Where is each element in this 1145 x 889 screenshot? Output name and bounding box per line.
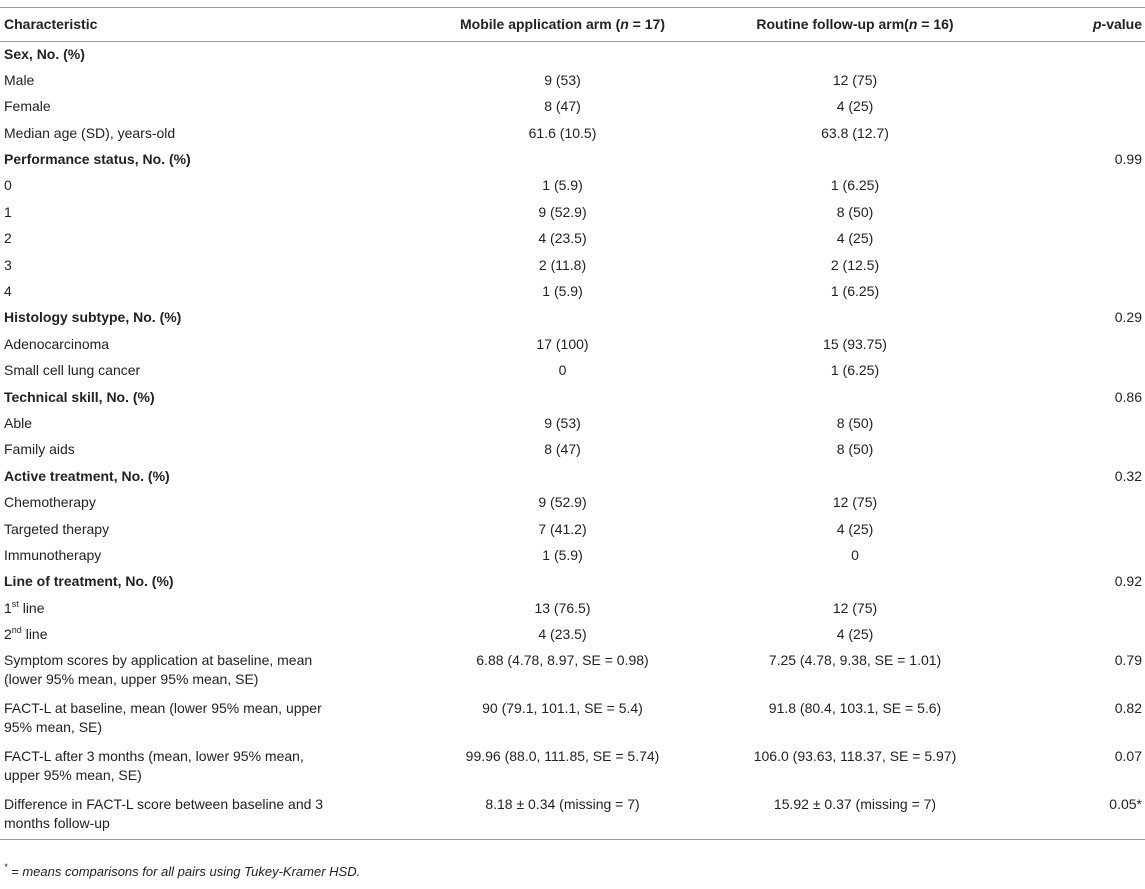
routine-value: 1 (6.25) bbox=[830, 362, 880, 379]
mobile-value: 9 (53) bbox=[544, 414, 581, 431]
p-value bbox=[1010, 543, 1145, 569]
p-value: 0.82 bbox=[1114, 700, 1142, 717]
mobile-value: 8 (47) bbox=[544, 98, 581, 115]
table-row bbox=[0, 68, 1145, 94]
routine-value: 4 (25) bbox=[836, 98, 874, 115]
section-row-active-treatment bbox=[0, 464, 1145, 490]
row-label: Female bbox=[4, 98, 51, 115]
row-label: 2nd line bbox=[4, 625, 48, 643]
routine-value: 8 (50) bbox=[836, 441, 874, 458]
p-value bbox=[1010, 358, 1145, 384]
section-row-performance bbox=[0, 147, 1145, 173]
table-row bbox=[0, 411, 1145, 437]
mobile-value: 8 (47) bbox=[544, 441, 581, 458]
mobile-value: 90 (79.1, 101.1, SE = 5.4) bbox=[482, 700, 643, 717]
p-value: 0.32 bbox=[1114, 467, 1142, 484]
routine-value: 91.8 (80.4, 103.1, SE = 5.6) bbox=[768, 700, 942, 717]
routine-value: 12 (75) bbox=[832, 599, 878, 616]
p-value bbox=[1010, 94, 1145, 120]
row-label: 1st line bbox=[4, 598, 45, 616]
header-p-value: p-value bbox=[1010, 8, 1145, 42]
routine-value: 15.92 ± 0.37 (missing = 7) bbox=[700, 792, 1010, 840]
table-row bbox=[0, 437, 1145, 463]
table-row bbox=[0, 543, 1145, 569]
p-value bbox=[1010, 279, 1145, 305]
row-label: Able bbox=[4, 414, 33, 431]
routine-value: 4 (25) bbox=[836, 230, 874, 247]
routine-value: 8 (50) bbox=[836, 414, 874, 431]
row-label: FACT-L at baseline, mean (lower 95% mean, upper 95% mean, SE) bbox=[4, 700, 322, 736]
mobile-value: 8.18 ± 0.34 (missing = 7) bbox=[425, 792, 700, 840]
p-value: 0.79 bbox=[1114, 652, 1142, 669]
table-row bbox=[0, 596, 1145, 622]
row-label: Median age (SD), years-old bbox=[4, 124, 176, 141]
p-value bbox=[1010, 42, 1145, 68]
row-label: Immunotherapy bbox=[4, 546, 102, 563]
row-label: Line of treatment, No. (%) bbox=[4, 573, 174, 590]
row-label: Sex, No. (%) bbox=[4, 46, 85, 62]
mobile-value bbox=[425, 385, 700, 411]
routine-value: 1 (6.25) bbox=[830, 177, 880, 194]
row-label: Technical skill, No. (%) bbox=[4, 388, 155, 405]
table-row bbox=[0, 173, 1145, 199]
routine-value: 1 (6.25) bbox=[830, 283, 880, 300]
header-mobile-arm: Mobile application arm (n = 17) bbox=[425, 8, 700, 42]
p-value: 0.99 bbox=[1114, 151, 1142, 168]
section-row-line-of-treatment bbox=[0, 569, 1145, 595]
mobile-value bbox=[425, 305, 700, 331]
row-label: FACT-L after 3 months (mean, lower 95% mean, upper 95% mean, SE) bbox=[4, 748, 304, 784]
routine-value: 4 (25) bbox=[836, 520, 874, 537]
p-value bbox=[1010, 226, 1145, 252]
mobile-value: 4 (23.5) bbox=[538, 230, 587, 247]
routine-value: 4 (25) bbox=[836, 626, 874, 643]
table-row bbox=[0, 744, 1145, 792]
table-row bbox=[0, 622, 1145, 648]
mobile-value: 0 bbox=[558, 362, 567, 379]
p-value: 0.92 bbox=[1114, 573, 1142, 590]
routine-value: 12 (75) bbox=[832, 494, 878, 511]
row-label: Active treatment, No. (%) bbox=[4, 467, 170, 484]
routine-value: 15 (93.75) bbox=[823, 335, 887, 352]
table-row bbox=[0, 490, 1145, 516]
row-label: 2 bbox=[4, 230, 12, 247]
p-value bbox=[1010, 200, 1145, 226]
routine-value bbox=[700, 385, 1010, 411]
table-row bbox=[0, 121, 1145, 147]
header-row bbox=[0, 8, 1145, 42]
row-label: 0 bbox=[4, 177, 12, 194]
table-row bbox=[0, 226, 1145, 252]
table-row bbox=[0, 94, 1145, 120]
row-label: Targeted therapy bbox=[4, 520, 110, 537]
header-characteristic: Characteristic bbox=[0, 8, 425, 42]
table-row bbox=[0, 696, 1145, 744]
mobile-value bbox=[425, 569, 700, 595]
routine-value: 63.8 (12.7) bbox=[821, 124, 889, 141]
row-label: Male bbox=[4, 71, 35, 88]
table-row bbox=[0, 253, 1145, 279]
mobile-value: 4 (23.5) bbox=[538, 626, 587, 643]
mobile-value bbox=[425, 42, 700, 68]
p-value bbox=[1010, 253, 1145, 279]
mobile-value: 1 (5.9) bbox=[542, 283, 583, 300]
section-row-technical-skill bbox=[0, 385, 1145, 411]
routine-value bbox=[700, 147, 1010, 173]
table-row bbox=[0, 200, 1145, 226]
table-row bbox=[0, 332, 1145, 358]
mobile-value bbox=[425, 147, 700, 173]
p-value: 0.29 bbox=[1114, 309, 1142, 326]
routine-value: 106.0 (93.63, 118.37, SE = 5.97) bbox=[753, 748, 957, 765]
table-row bbox=[0, 648, 1145, 696]
mobile-value bbox=[425, 464, 700, 490]
mobile-value: 1 (5.9) bbox=[542, 546, 583, 563]
routine-value: 12 (75) bbox=[832, 71, 878, 88]
row-label: 3 bbox=[4, 256, 12, 273]
table-row bbox=[0, 358, 1145, 384]
routine-value bbox=[700, 569, 1010, 595]
row-label: Difference in FACT-L score between baseline and 3 months follow-up bbox=[0, 792, 425, 840]
mobile-value: 6.88 (4.78, 8.97, SE = 0.98) bbox=[476, 652, 649, 669]
mobile-value: 1 (5.9) bbox=[542, 177, 583, 194]
routine-value bbox=[700, 305, 1010, 331]
routine-value bbox=[700, 42, 1010, 68]
routine-value: 2 (12.5) bbox=[830, 256, 880, 273]
routine-value: 8 (50) bbox=[836, 203, 874, 220]
row-label: Histology subtype, No. (%) bbox=[4, 309, 182, 326]
header-routine-arm: Routine follow-up arm(n = 16) bbox=[700, 8, 1010, 42]
mobile-value: 9 (52.9) bbox=[538, 494, 587, 511]
table-row bbox=[0, 517, 1145, 543]
row-label: 4 bbox=[4, 283, 12, 300]
mobile-value: 9 (53) bbox=[544, 71, 581, 88]
p-value bbox=[1010, 517, 1145, 543]
p-value bbox=[1010, 437, 1145, 463]
routine-value: 0 bbox=[851, 546, 859, 563]
row-label: Symptom scores by application at baseline, mean (lower 95% mean, upper 95% mean, SE) bbox=[4, 652, 313, 688]
row-label: Small cell lung cancer bbox=[4, 362, 141, 379]
row-label: Chemotherapy bbox=[4, 494, 96, 511]
section-row-sex bbox=[0, 42, 1145, 68]
p-value bbox=[1010, 622, 1145, 648]
p-value bbox=[1010, 68, 1145, 94]
p-value bbox=[1010, 490, 1145, 516]
mobile-value: 9 (52.9) bbox=[538, 203, 587, 220]
routine-value: 7.25 (4.78, 9.38, SE = 1.01) bbox=[768, 652, 942, 669]
row-label: 1 bbox=[4, 203, 12, 220]
section-row-histology bbox=[0, 305, 1145, 331]
row-label: Family aids bbox=[4, 441, 75, 458]
mobile-value: 13 (76.5) bbox=[534, 599, 591, 616]
mobile-value: 2 (11.8) bbox=[538, 256, 587, 273]
p-value bbox=[1010, 332, 1145, 358]
mobile-value: 7 (41.2) bbox=[538, 520, 587, 537]
table-row bbox=[0, 792, 1145, 840]
routine-value bbox=[700, 464, 1010, 490]
p-value bbox=[1010, 173, 1145, 199]
p-value bbox=[1010, 596, 1145, 622]
p-value: 0.07 bbox=[1114, 748, 1142, 765]
row-label: Performance status, No. (%) bbox=[4, 151, 191, 168]
p-value: 0.05* bbox=[1010, 792, 1145, 840]
p-value: 0.86 bbox=[1114, 388, 1142, 405]
row-label: Adenocarcinoma bbox=[4, 335, 110, 352]
table-row bbox=[0, 279, 1145, 305]
mobile-value: 17 (100) bbox=[536, 335, 589, 352]
p-value bbox=[1010, 411, 1145, 437]
table-footnote: * = means comparisons for all pairs using Tukey-Kramer HSD. bbox=[4, 862, 361, 879]
baseline-characteristics-table bbox=[0, 7, 1145, 840]
p-value bbox=[1010, 121, 1145, 147]
mobile-value: 99.96 (88.0, 111.85, SE = 5.74) bbox=[465, 748, 660, 765]
mobile-value: 61.6 (10.5) bbox=[528, 124, 597, 141]
